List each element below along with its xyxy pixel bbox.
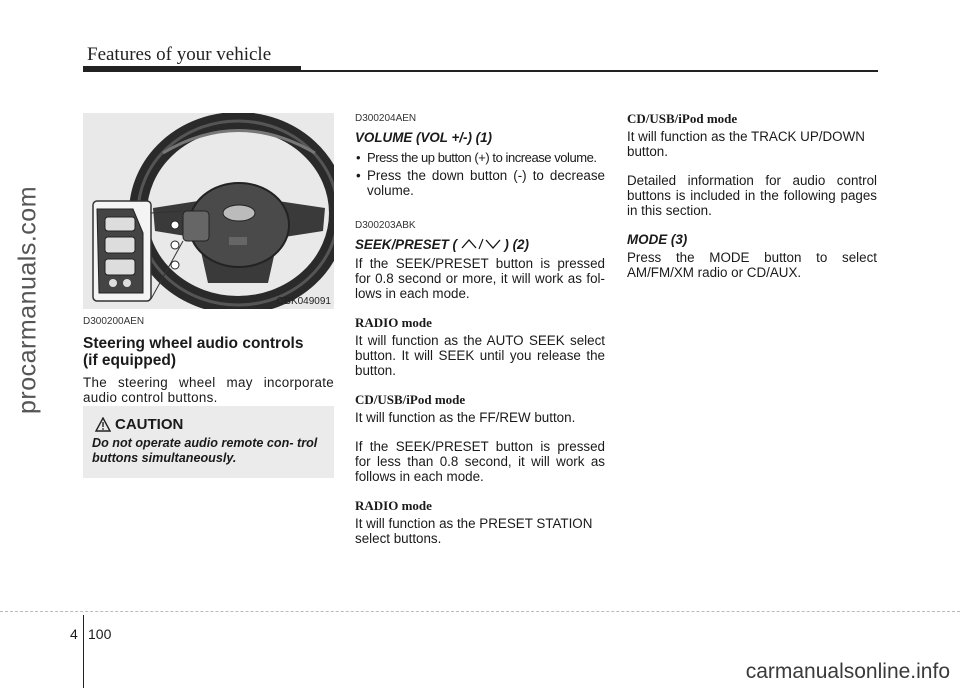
seek-heading-prefix: SEEK/PRESET (	[355, 237, 457, 252]
footer-vertical-rule	[83, 615, 84, 688]
radio-mode-text: It will function as the AUTO SEEK select button. It will SEEK until you release the button.	[355, 333, 605, 378]
seek-intro: If the SEEK/PRESET button is pressed for 0.8 second or more, it will work as fol- lows in each mode.	[355, 256, 605, 301]
short-press-text: If the SEEK/PRESET button is pressed for less than 0.8 second, it will work as follows in each mode.	[355, 439, 605, 484]
radio-mode2-title: RADIO mode	[355, 498, 432, 513]
volume-bullet-up: • Press the up button (+) to increase volume.	[355, 150, 605, 165]
middle-column	[355, 111, 605, 546]
seek-heading	[355, 237, 605, 252]
volume-code: D300204AEN	[355, 113, 417, 124]
cd-mode-title: CD/USB/iPod mode	[355, 392, 466, 407]
side-watermark-text: procarmanuals.com	[13, 185, 42, 415]
radio-mode-title: RADIO mode	[355, 315, 432, 330]
caution-box	[83, 406, 334, 478]
volume-bullet-down: • Press the down button (-) to decrease volume.	[355, 168, 605, 198]
detail-text: Detailed information for audio control buttons is included in the following pages in this section.	[627, 173, 877, 218]
steering-wheel-icon	[83, 113, 334, 309]
radio-mode2-text: It will function as the PRESET STATION select buttons.	[355, 516, 593, 546]
page-header-title: Features of your vehicle	[87, 44, 272, 65]
section-code: D300200AEN	[83, 316, 145, 327]
seek-code: D300203ABK	[355, 220, 416, 231]
footer-dashed-rule	[0, 611, 960, 612]
section-heading	[83, 335, 334, 369]
caution-text: Do not operate audio remote con- trol buttons simultaneously.	[92, 436, 318, 465]
warning-triangle-icon	[95, 417, 111, 432]
section-body: The steering wheel may incorporate audio control buttons.	[83, 375, 334, 405]
mode-text: Press the MODE button to select AM/FM/XM radio or CD/AUX.	[627, 250, 877, 280]
header-rule-thin	[83, 70, 878, 72]
section-heading-line2: (if equipped)	[83, 352, 176, 369]
steering-wheel-figure	[83, 113, 334, 309]
figure-code: OBK049091	[276, 296, 331, 307]
mode-heading: MODE (3)	[627, 232, 688, 247]
cd-mode-text: It will function as the FF/REW button.	[355, 410, 576, 425]
section-heading-line1: Steering wheel audio controls	[83, 335, 304, 352]
seek-heading-suffix: ) (2)	[504, 237, 529, 252]
right-cd-mode-title: CD/USB/iPod mode	[627, 111, 738, 126]
volume-heading: VOLUME (VOL +/-) (1)	[355, 130, 493, 145]
right-cd-mode-text: It will function as the TRACK UP/DOWN button.	[627, 129, 865, 159]
seek-up-down-icon	[461, 238, 501, 250]
page-number: 100	[88, 626, 112, 642]
chapter-number: 4	[70, 626, 78, 642]
bottom-watermark: carmanualsonline.info	[745, 660, 950, 683]
caution-title: CAUTION	[115, 416, 184, 433]
left-column	[83, 314, 334, 405]
right-column	[627, 111, 877, 280]
